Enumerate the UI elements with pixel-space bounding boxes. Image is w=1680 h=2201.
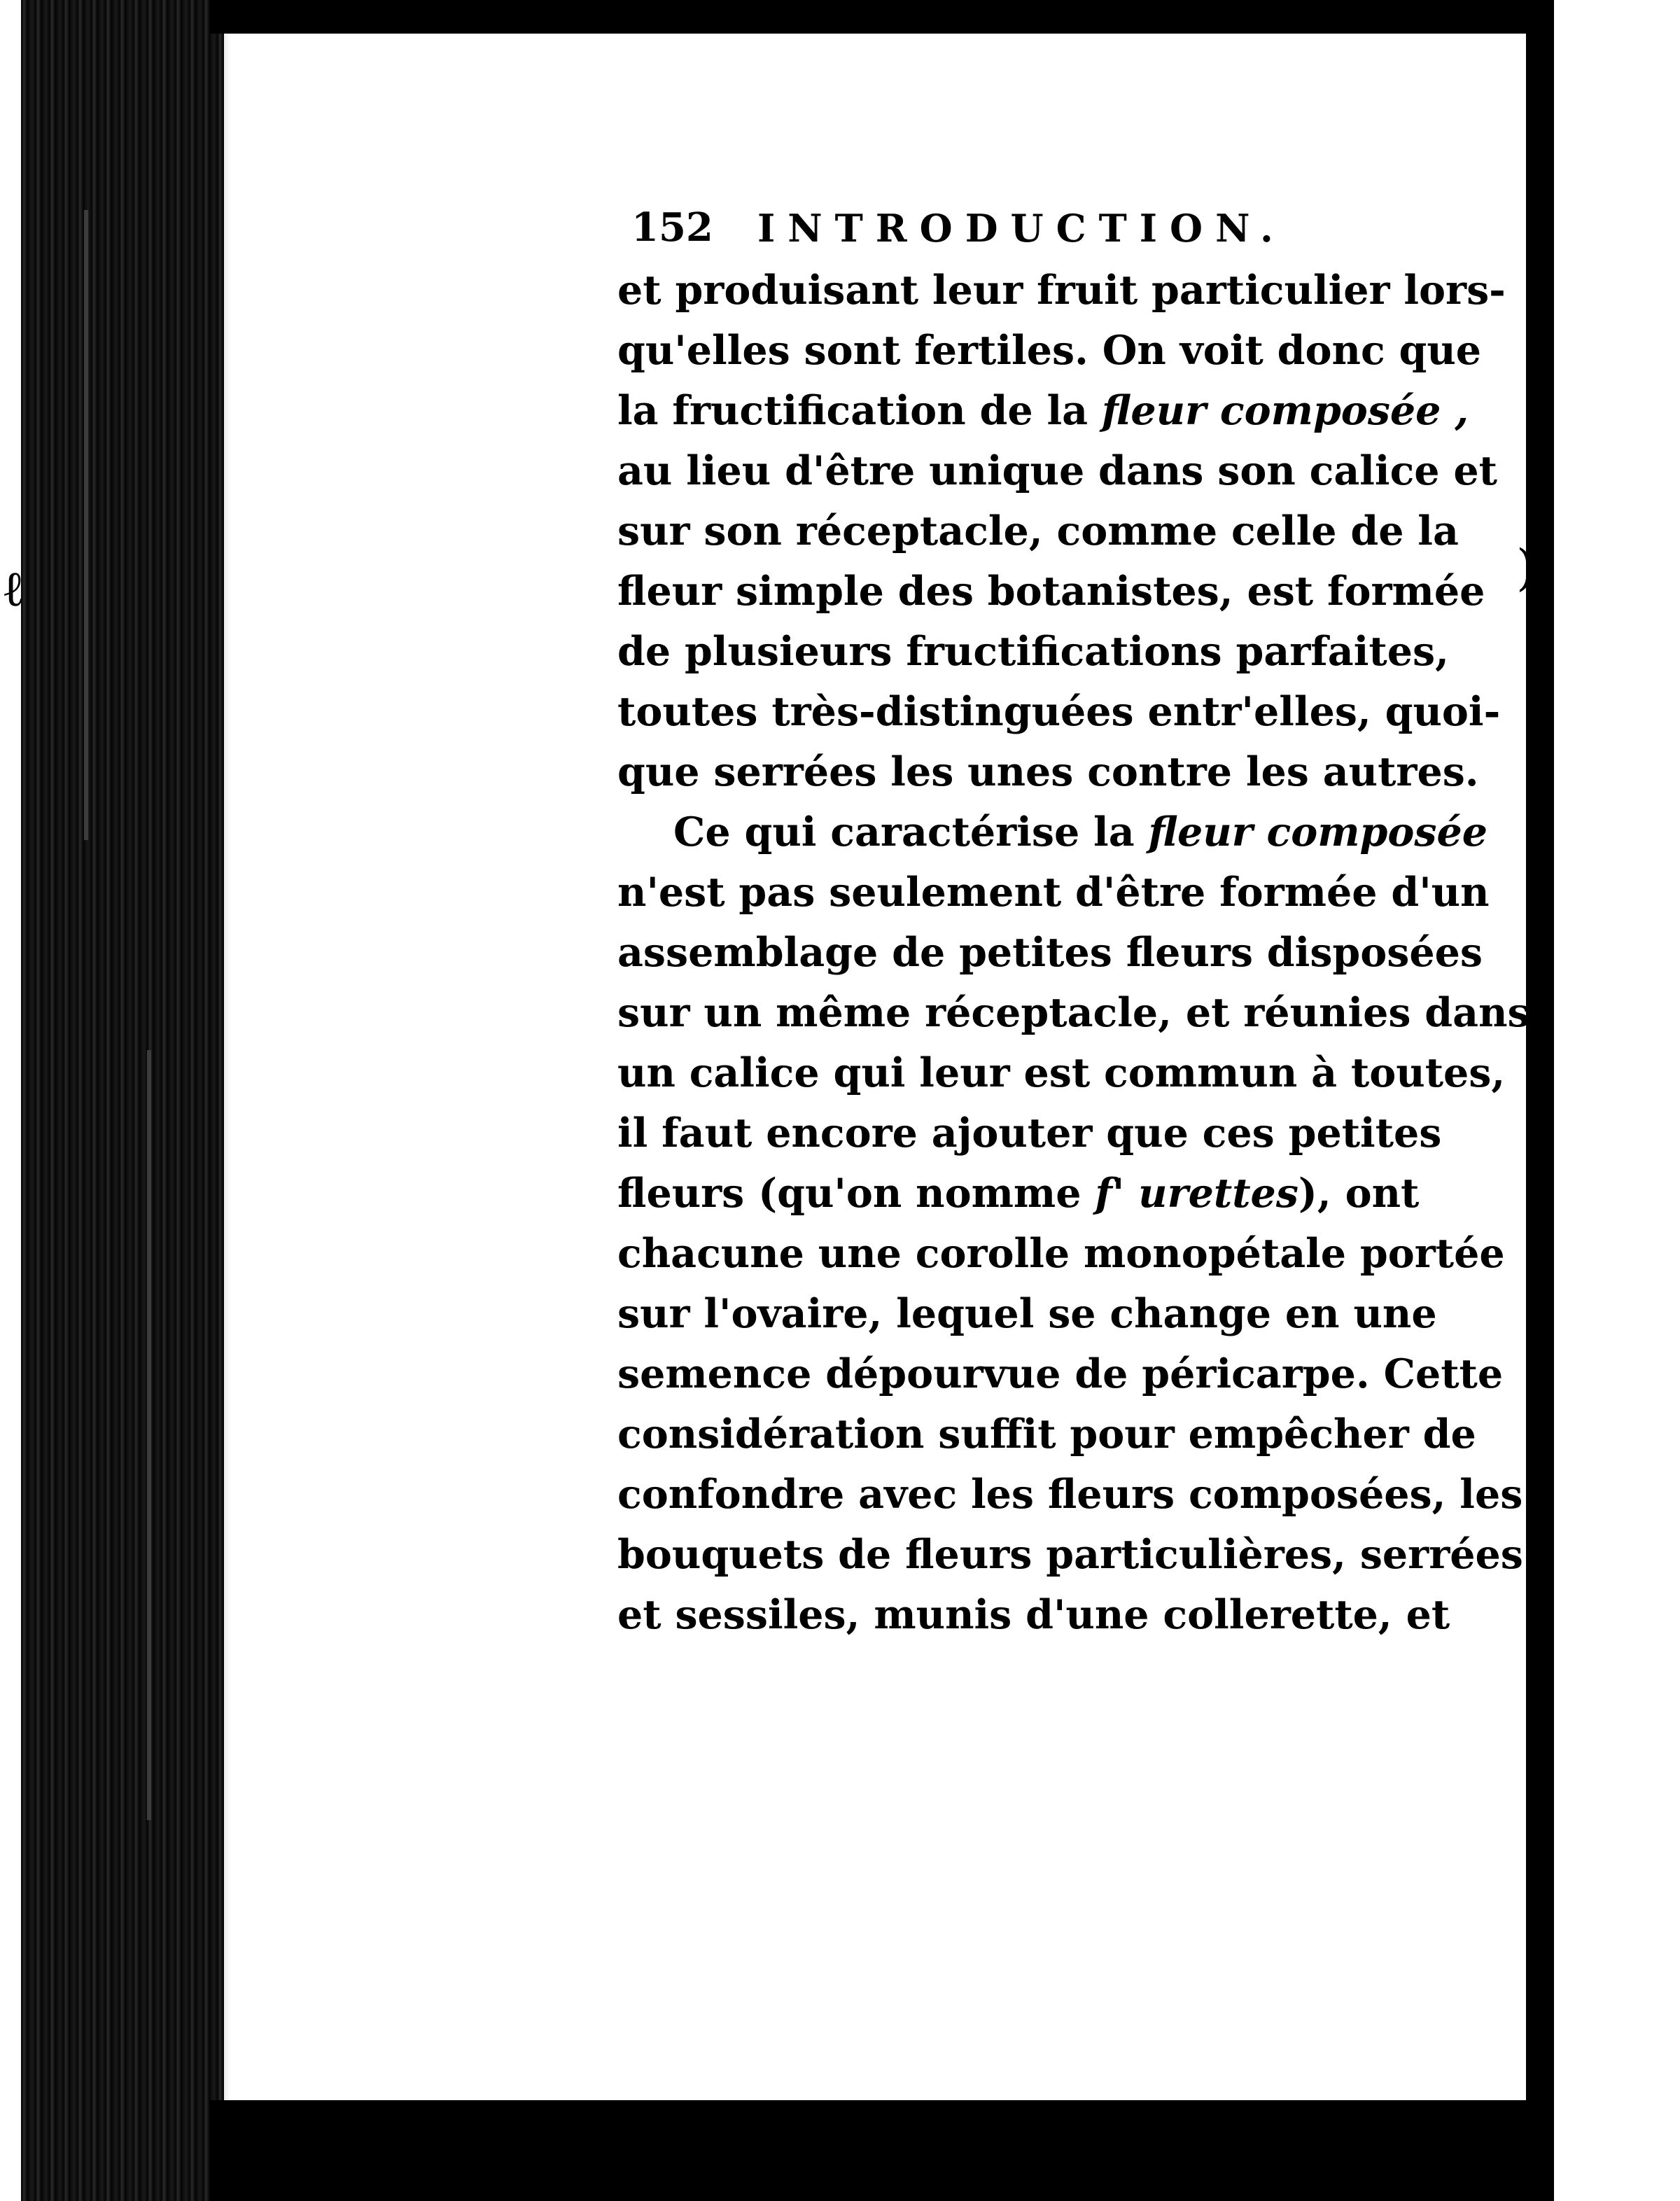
margin-mark-left: ℓ — [1, 560, 25, 617]
italic-term: fleur composée — [1148, 809, 1488, 855]
text-line: fleurs (qu'on nomme f' urettes), ont — [617, 1170, 1420, 1217]
page-top-edge — [210, 0, 1540, 34]
text-line: chacune une corolle monopétale portée — [617, 1230, 1505, 1277]
page-right-edge — [1526, 0, 1554, 2201]
text-line: la fructification de la fleur composée , — [617, 387, 1469, 434]
margin-mark-right: ) — [1516, 539, 1536, 596]
text-line: que serrées les unes contre les autres. — [617, 748, 1479, 795]
text-line: bouquets de fleurs particulières, serrées — [617, 1531, 1523, 1578]
text-line: Ce qui caractérise la fleur composée — [673, 809, 1488, 855]
binding-streak — [147, 1050, 151, 1820]
italic-term: fleur composée , — [1101, 387, 1469, 434]
text-line: confondre avec les fleurs composées, les — [617, 1471, 1523, 1518]
text-line: toutes très-distinguées entr'elles, quoi- — [617, 688, 1501, 735]
text-block — [617, 204, 1530, 1645]
running-title: INTRODUCTION. — [757, 206, 1286, 251]
page-number: 152 — [631, 204, 713, 251]
text-line: fleur simple des botanistes, est formée — [617, 568, 1485, 615]
text-line: au lieu d'être unique dans son calice et — [617, 447, 1497, 494]
binding-streak — [84, 210, 88, 840]
text-line: qu'elles sont fertiles. On voit donc que — [617, 327, 1482, 374]
text-line: et produisant leur fruit particulier lors- — [617, 267, 1506, 314]
text-line: il faut encore ajouter que ces petites — [617, 1110, 1442, 1157]
text-line: n'est pas seulement d'être formée d'un — [617, 869, 1490, 916]
page-bottom-edge — [210, 2100, 1540, 2201]
text-line: sur son réceptacle, comme celle de la — [617, 508, 1459, 554]
text-line: semence dépourvue de péricarpe. Cette — [617, 1350, 1504, 1397]
text-line: et sessiles, munis d'une collerette, et — [617, 1591, 1450, 1638]
text-line: sur un même réceptacle, et réunies dans — [617, 989, 1530, 1036]
text-line: considération suffit pour empêcher de — [617, 1411, 1476, 1458]
text-line: assemblage de petites fleurs disposées — [617, 929, 1483, 976]
book-binding — [0, 0, 224, 2201]
binding-edge — [0, 0, 21, 2201]
text-line: sur l'ovaire, lequel se change en une — [617, 1290, 1437, 1337]
text-line: un calice qui leur est commun à toutes, — [617, 1049, 1506, 1096]
italic-term: f' urettes — [1095, 1170, 1298, 1217]
running-head — [617, 204, 1408, 260]
text-line: de plusieurs fructifications parfaites, — [617, 628, 1449, 675]
